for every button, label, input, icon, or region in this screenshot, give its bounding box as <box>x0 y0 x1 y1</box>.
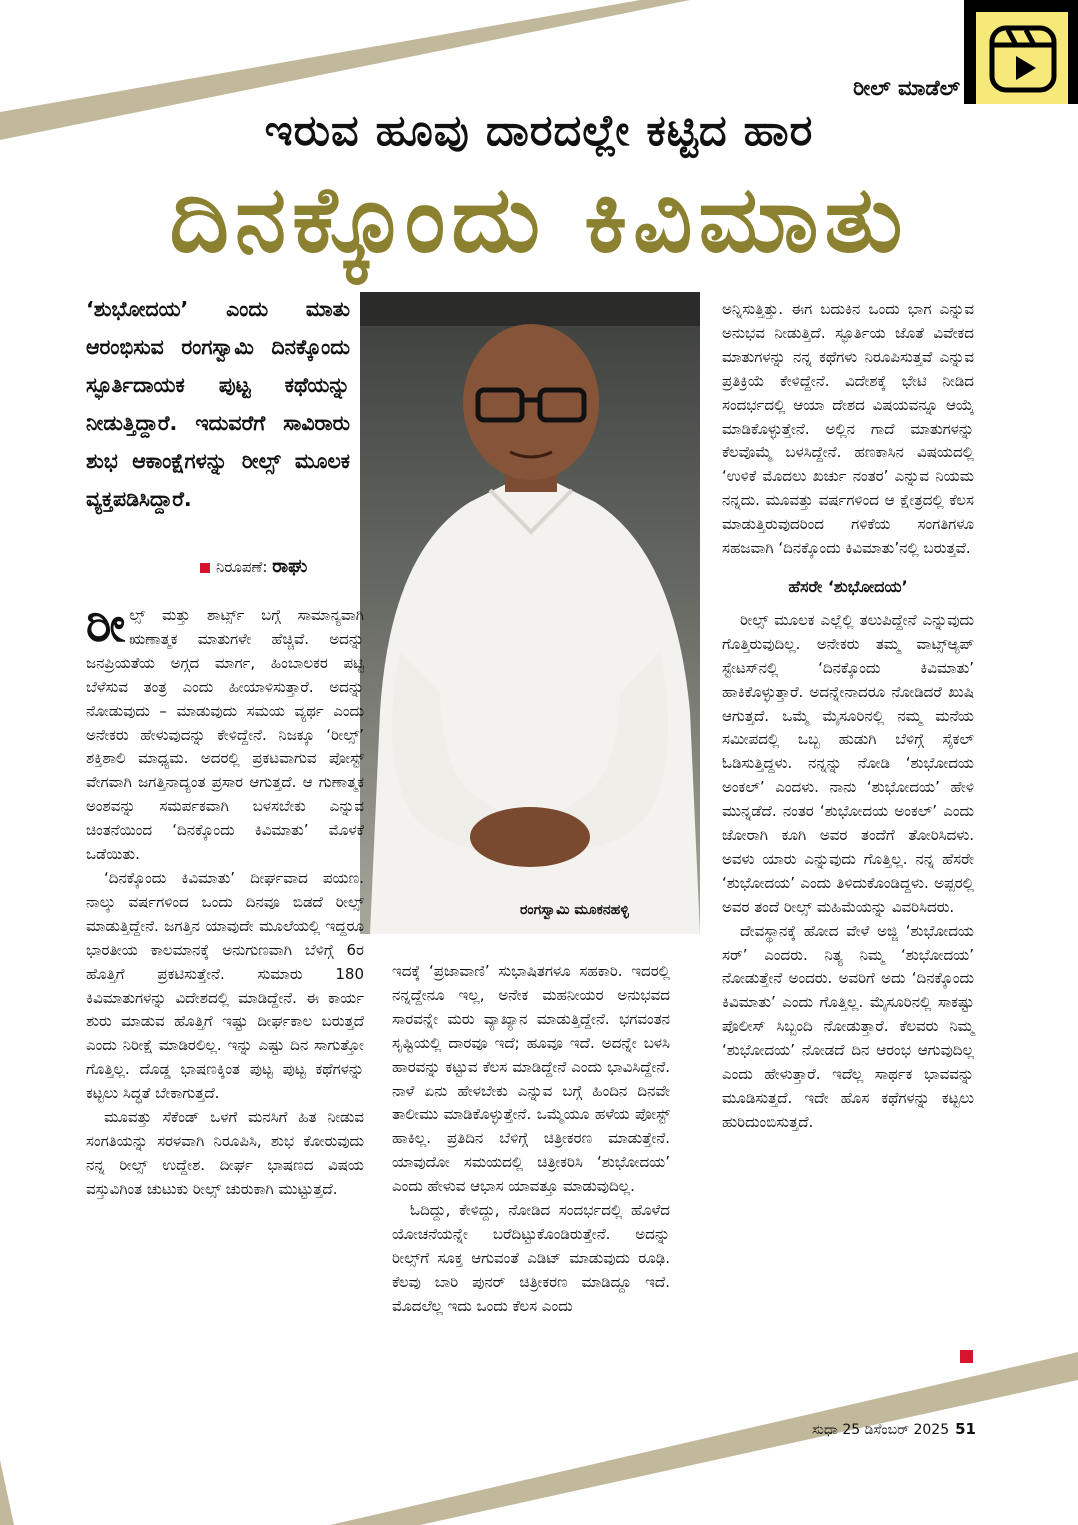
reel-badge <box>964 0 1078 104</box>
portrait-illustration <box>360 292 700 934</box>
photo-caption: ರಂಗಸ್ವಾಮಿ ಮೂಕನಹಳ್ಳಿ <box>520 902 629 918</box>
col1-para2: ‘ದಿನಕ್ಕೊಂದು ಕಿವಿಮಾತು’ ದೀರ್ಘವಾದ ಪಯಣ. ನಾಲ್ಕು ವರ್ಷಗಳಿಂದ ಒಂದು ದಿನವೂ ಬಿಡದೆ ರೀಲ್ಸ್ ಮಾಡುತ್ತಿದ್ದೇನೆ. ಜಗತ್ತಿನ ಯಾವುದೇ ಮೂಲೆಯಲ್ಲಿ ಇದ್ದರೂ ಭಾರತೀಯ ಕಾಲಮಾನಕ್ಕೆ ಅನುಗುಣವಾಗಿ ಬೆಳಿಗ್ಗೆ 6ರ ಹೊತ್ತಿಗೆ ಪ್ರಕಟಿಸುತ್ತೇನೆ. ಸುಮಾರು 180 ಕಿವಿಮಾತುಗಳನ್ನು ವಿದೇಶದಲ್ಲಿ ಮಾಡಿದ್ದೇನೆ. ಈ ಕಾರ್ಯ ಶುರು ಮಾಡುವ ಹೊತ್ತಿಗೆ ಇಷ್ಟು ದೀರ್ಘಕಾಲ ಬರುತ್ತದೆ ಎಂದು ನಿರೀಕ್ಷೆ ಮಾಡಿರಲಿಲ್ಲ. ಇನ್ನು ಎಷ್ಟು ದಿನ ಸಾಗುತ್ತೋ ಗೊತ್ತಿಲ್ಲ. ದೊಡ್ಡ ಭಾಷಣಕ್ಕಿಂತ ಪುಟ್ಟ ಪುಟ್ಟ ಕಥೆಗಳನ್ನು ಕಟ್ಟಲು ಸಿದ್ಧತೆ ಬೇಕಾಗುತ್ತದೆ. <box>86 868 364 1103</box>
column-1 <box>86 597 364 1202</box>
headline: ದಿನಕ್ಕೊಂದು ಕಿವಿಮಾತು <box>169 166 909 273</box>
page-number: 51 <box>955 1420 976 1438</box>
credit <box>200 556 307 577</box>
col1-para3: ಮೂವತ್ತು ಸೆಕೆಂಡ್ ಒಳಗೆ ಮನಸಿಗೆ ಹಿತ ನೀಡುವ ಸಂಗತಿಯನ್ನು ಸರಳವಾಗಿ ನಿರೂಪಿಸಿ, ಶುಭ ಕೋರುವುದು ನನ್ನ ರೀಲ್ಸ್ ಉದ್ದೇಶ. ದೀರ್ಘ ಭಾಷಣದ ವಿಷಯ ವಸ್ತುವಿಗಿಂತ ಚುಟುಕು ರೀಲ್ಸ್ ಚುರುಕಾಗಿ ಮುಟ್ಟುತ್ತದೆ. <box>86 1108 364 1198</box>
column-2 <box>392 960 670 1319</box>
end-mark-icon <box>960 1350 973 1363</box>
col2-para1: ಇದಕ್ಕೆ ‘ಪ್ರಜಾವಾಣಿ’ ಸುಭಾಷಿತಗಳೂ ಸಹಕಾರಿ. ಇದರಲ್ಲಿ ನನ್ನದ್ದೇನೂ ಇಲ್ಲ, ಅನೇಕ ಮಹನೀಯರ ಅನುಭವದ ಸಾರವನ್ನೇ ಮರು ವ್ಯಾಖ್ಯಾನ ಮಾಡುತ್ತಿದ್ದೇನೆ. ಭಗವಂತನ ಸೃಷ್ಟಿಯಲ್ಲಿ ದಾರವೂ ಇದೆ; ಹೂವೂ ಇದೆ. ಅದನ್ನೇ ಬಳಸಿ ಹಾರವನ್ನು ಕಟ್ಟುವ ಕೆಲಸ ಮಾಡಿದ್ದೇನೆ ಎಂದು ಭಾವಿಸಿದ್ದೇನೆ. ನಾಳೆ ಏನು ಹೇಳಬೇಕು ಎನ್ನುವ ಬಗ್ಗೆ ಹಿಂದಿನ ದಿನವೇ ತಾಲೀಮು ಮಾಡಿಕೊಳ್ಳುತ್ತೇನೆ. ಒಮ್ಮೆಯೂ ಹಳೆಯ ಪೋಸ್ಟ್ ಹಾಕಿಲ್ಲ. ಪ್ರತಿದಿನ ಬೆಳಿಗ್ಗೆ ಚಿತ್ರೀಕರಣ ಮಾಡುತ್ತೇನೆ. ಯಾವುದೋ ಸಮಯದಲ್ಲಿ ಚಿತ್ರೀಕರಿಸಿ ‘ಶುಭೋದಯ’ ಎಂದು ಹೇಳುವ ಆಭಾಸ ಯಾವತ್ತೂ ಮಾಡುವುದಿಲ್ಲ. <box>392 962 670 1196</box>
section-label: ರೀಲ್ ಮಾಡೆಲ್ <box>853 76 960 100</box>
reel-badge-inner <box>976 12 1068 104</box>
left-band <box>0 1460 14 1525</box>
credit-name: ರಾಘು <box>272 556 308 577</box>
col3-para3: ದೇವಸ್ಥಾನಕ್ಕೆ ಹೋದ ವೇಳೆ ಅಜ್ಜಿ ‘ಶುಭೋದಯ ಸರ್’ ಎಂದರು. ನಿತ್ಯ ನಿಮ್ಮ ‘ಶುಭೋದಯ’ ನೋಡುತ್ತೇನೆ ಅಂದರು. ಅವರಿಗೆ ಅದು ‘ದಿನಕ್ಕೊಂದು ಕಿವಿಮಾತು’ ಎಂದು ಗೊತ್ತಿಲ್ಲ. ಮೈಸೂರಿನಲ್ಲಿ ಸಾಕಷ್ಟು ಪೊಲೀಸ್ ಸಿಬ್ಬಂದಿ ನೋಡುತ್ತಾರೆ. ಕೆಲವರು ನಿಮ್ಮ ‘ಶುಭೋದಯ’ ನೋಡದೆ ದಿನ ಆರಂಭ ಆಗುವುದಿಲ್ಲ ಎಂದು ಹೇಳುತ್ತಾರೆ. ಇದೆಲ್ಲ ಸಾರ್ಥಕ ಭಾವವನ್ನು ಮೂಡಿಸುತ್ತದೆ. ಇದೇ ಹೊಸ ಕಥೆಗಳನ್ನು ಕಟ್ಟಲು ಹುರಿದುಂಬಿಸುತ್ತದೆ. <box>722 921 974 1131</box>
page-footer <box>812 1420 976 1438</box>
drop-cap: ರೀ <box>86 597 126 653</box>
column-3 <box>722 298 974 1135</box>
bottom-band <box>330 1352 1078 1525</box>
reels-play-icon <box>976 12 1068 104</box>
red-square-icon <box>200 563 210 573</box>
col1-para1 <box>86 597 364 867</box>
col1-para1-text: ಲ್ಸ್ ಮತ್ತು ಶಾರ್ಟ್ಸ್ ಬಗ್ಗೆ ಸಾಮಾನ್ಯವಾಗಿ ಋಣಾತ್ಮಕ ಮಾತುಗಳೇ ಹೆಚ್ಚಿವೆ. ಅದನ್ನು ಜನಪ್ರಿಯತೆಯ ಅಗ್ಗದ ಮಾರ್ಗ, ಹಿಂಬಾಲಕರ ಪಟ್ಟಿ ಬೆಳೆಸುವ ತಂತ್ರ ಎಂದು ಹೀಯಾಳಿಸುತ್ತಾರೆ. ಅದನ್ನು ನೋಡುವುದು – ಮಾಡುವುದು ಸಮಯ ವ್ಯರ್ಥ ಎಂದು ಅನೇಕರು ಹೇಳುವುದನ್ನು ಕೇಳಿದ್ದೇನೆ. ನಿಜಕ್ಕೂ ‘ರೀಲ್ಸ್’ ಶಕ್ತಿಶಾಲಿ ಮಾಧ್ಯಮ. ಅದರಲ್ಲಿ ಪ್ರಕಟವಾಗುವ ಪೋಸ್ಟ್ ವೇಗವಾಗಿ ಜಗತ್ತಿನಾದ್ಯಂತ ಪ್ರಸಾರ ಆಗುತ್ತದೆ. ಆ ಗುಣಾತ್ಮಕ ಅಂಶವನ್ನು ಸಮರ್ಪಕವಾಗಿ ಬಳಸಬೇಕು ಎನ್ನುವ ಚಿಂತನೆಯಿಂದ ‘ದಿನಕ್ಕೊಂದು ಕಿವಿಮಾತು’ ಮೊಳಕೆ ಒಡೆಯಿತು. <box>86 606 364 864</box>
footer-text: ಸುಧಾ 25 ಡಿಸೆಂಬರ್ 2025 <box>812 1422 950 1438</box>
subheading: ಹೆಸರೇ ‘ಶುಭೋದಯ’ <box>788 576 908 596</box>
credit-label: ನಿರೂಪಣೆ: <box>216 558 268 576</box>
col2-para2: ಓದಿದ್ದು, ಕೇಳಿದ್ದು, ನೋಡಿದ ಸಂದರ್ಭದಲ್ಲಿ ಹೊಳೆದ ಯೋಚನೆಯನ್ನೇ ಬರೆದಿಟ್ಟುಕೊಂಡಿರುತ್ತೇನೆ. ಅದನ್ನು ರೀಲ್ಸ್‌ಗೆ ಸೂಕ್ತ ಆಗುವಂತೆ ಎಡಿಟ್ ಮಾಡುವುದು ರೂಢಿ. ಕೆಲವು ಬಾರಿ ಪುನರ್ ಚಿತ್ರೀಕರಣ ಮಾಡಿದ್ದೂ ಇದೆ. ಮೊದಲೆಲ್ಲ ಇದು ಒಂದು ಕೆಲಸ ಎಂದು <box>392 1201 670 1315</box>
portrait-photo <box>360 292 700 934</box>
col3-para1: ಅನ್ನಿಸುತ್ತಿತ್ತು. ಈಗ ಬದುಕಿನ ಒಂದು ಭಾಗ ಎನ್ನುವ ಅನುಭವ ನೀಡುತ್ತಿದೆ. ಸ್ಫೂರ್ತಿಯ ಜೊತೆ ವಿವೇಕದ ಮಾತುಗಳನ್ನು ನನ್ನ ಕಥೆಗಳು ನಿರೂಪಿಸುತ್ತವೆ ಎನ್ನುವ ಪ್ರತಿಕ್ರಿಯೆ ಕೇಳಿದ್ದೇನೆ. ವಿದೇಶಕ್ಕೆ ಭೇಟಿ ನೀಡಿದ ಸಂದರ್ಭದಲ್ಲಿ ಆಯಾ ದೇಶದ ವಿಷಯವನ್ನೂ ಆಯ್ಕೆ ಮಾಡಿಕೊಳ್ಳುತ್ತೇನೆ. ಅಲ್ಲಿನ ಗಾದೆ ಮಾತುಗಳನ್ನು ಕೆಲವೊಮ್ಮೆ ಬಳಸಿದ್ದೇನೆ. ಹಣಕಾಸಿನ ವಿಷಯದಲ್ಲಿ ‘ಉಳಿಕೆ ಮೊದಲು ಖರ್ಚು ನಂತರ’ ಎನ್ನುವ ನಿಯಮ ನನ್ನದು. ಮೂವತ್ತು ವರ್ಷಗಳಿಂದ ಆ ಕ್ಷೇತ್ರದಲ್ಲಿ ಕೆಲಸ ಮಾಡುತ್ತಿರುವುದರಿಂದ ಗಳಿಕೆಯ ಸಂಗತಿಗಳೂ ಸಹಜವಾಗಿ ‘ದಿನಕ್ಕೊಂದು ಕಿವಿಮಾತು’ನಲ್ಲಿ ಬರುತ್ತವೆ. <box>722 300 974 558</box>
kicker: ಇರುವ ಹೂವು ದಾರದಲ್ಲೇ ಕಟ್ಟಿದ ಹಾರ <box>264 106 814 156</box>
col3-para2: ರೀಲ್ಸ್ ಮೂಲಕ ಎಲ್ಲೆಲ್ಲಿ ತಲುಪಿದ್ದೇನೆ ಎನ್ನುವುದು ಗೊತ್ತಿರುವುದಿಲ್ಲ. ಅನೇಕರು ತಮ್ಮ ವಾಟ್ಸ್‌ಆ್ಯಪ್ ಸ್ಟೇಟಸ್‌ನಲ್ಲಿ ‘ದಿನಕ್ಕೊಂದು ಕಿವಿಮಾತು’ ಹಾಕಿಕೊಳ್ಳುತ್ತಾರೆ. ಅದನ್ನೇನಾದರೂ ನೋಡಿದರೆ ಖುಷಿ ಆಗುತ್ತದೆ. ಒಮ್ಮೆ ಮೈಸೂರಿನಲ್ಲಿ ನಮ್ಮ ಮನೆಯ ಸಮೀಪದಲ್ಲಿ ಒಬ್ಬ ಹುಡುಗಿ ಬೆಳಿಗ್ಗೆ ಸೈಕಲ್ ಓಡಿಸುತ್ತಿದ್ದಳು. ನನ್ನನ್ನು ನೋಡಿ ‘ಶುಭೋದಯ ಅಂಕಲ್’ ಎಂದಳು. ನಾನು ‘ಶುಭೋದಯ’ ಹೇಳಿ ಮುನ್ನಡೆದೆ. ನಂತರ ‘ಶುಭೋದಯ ಅಂಕಲ್’ ಎಂದು ಜೋರಾಗಿ ಕೂಗಿ ಅವರ ತಂದೆಗೆ ತೋರಿಸಿದಳು. ಅವಳು ಯಾರು ಎನ್ನುವುದು ಗೊತ್ತಿಲ್ಲ. ನನ್ನ ಹೆಸರೇ ‘ಶುಭೋದಯ’ ಎಂದು ತಿಳಿದುಕೊಂಡಿದ್ದಳು. ಅಪ್ಪರಲ್ಲಿ ಅವರ ತಂದೆ ರೀಲ್ಸ್ ಮಹಿಮೆಯನ್ನು ವಿವರಿಸಿದರು. <box>722 610 974 916</box>
intro-text: ‘ಶುಭೋದಯ’ ಎಂದು ಮಾತು ಆರಂಭಿಸುವ ರಂಗಸ್ವಾಮಿ ದಿನಕ್ಕೊಂದು ಸ್ಫೂರ್ತಿದಾಯಕ ಪುಟ್ಟ ಕಥೆಯನ್ನು ನೀಡುತ್ತಿದ್ದಾರೆ. ಇದುವರೆಗೆ ಸಾವಿರಾರು ಶುಭ ಆಕಾಂಕ್ಷೆಗಳನ್ನು ರೀಲ್ಸ್ ಮೂಲಕ ವ್ಯಕ್ತಪಡಿಸಿದ್ದಾರೆ. <box>86 297 350 511</box>
